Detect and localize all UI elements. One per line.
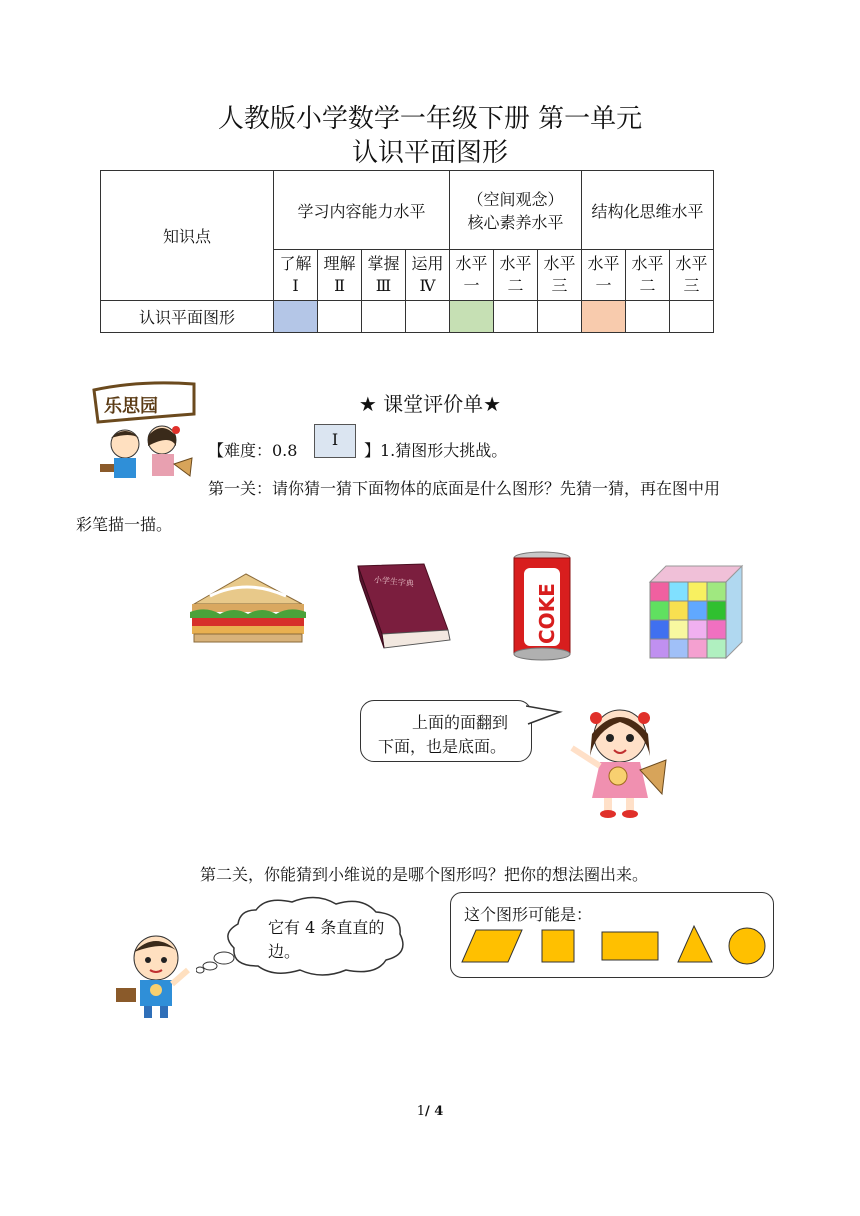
level2-text: 第二关，你能猜到小维说的是哪个图形吗？把你的想法圈出来。 (200, 865, 649, 884)
triangle-shape[interactable] (678, 926, 712, 962)
cloud-line1: 它有 4 条直直的 (268, 918, 385, 937)
group-core-line2: 核心素养水平 (467, 213, 564, 232)
group-core-line1: （空间观念） (467, 190, 564, 209)
cell-empty (318, 301, 362, 333)
boy-illustration (110, 930, 202, 1022)
square-shape[interactable] (542, 930, 574, 962)
cell-empty (538, 301, 582, 333)
book-title-text: 小学生字典 (373, 575, 415, 589)
row-label: 认识平面图形 (101, 301, 274, 333)
sub-header: 水平 二 (494, 250, 538, 301)
cell-empty (362, 301, 406, 333)
page-total: / 4 (424, 1104, 444, 1119)
group-ability: 学习内容能力水平 (274, 171, 450, 250)
sub-header: 水平 三 (538, 250, 582, 301)
speech1-line2: 下面，也是底面。 (378, 737, 507, 756)
cell-empty (670, 301, 714, 333)
logo-text: 乐思园 (104, 396, 158, 417)
sub-header: 了解 Ⅰ (274, 250, 318, 301)
sub-header: 运用 Ⅳ (406, 250, 450, 301)
parallelogram-shape[interactable] (462, 930, 522, 962)
sandwich-image (186, 568, 310, 650)
knowledge-table (100, 170, 714, 333)
group-core (450, 171, 582, 250)
section-title: ★ 课堂评价单★ (358, 392, 502, 416)
sub-header: 水平 二 (626, 250, 670, 301)
cell-core1 (450, 301, 494, 333)
speech1-line1: 上面的面翻到 (412, 713, 509, 732)
cloud-line2: 边。 (268, 942, 301, 961)
sub-header: 水平 一 (582, 250, 626, 301)
sub-header: 掌握 Ⅲ (362, 250, 406, 301)
title-line2: 认识平面图形 (351, 138, 508, 168)
difficulty-prefix: 【难度：0.8 (208, 441, 298, 460)
page-current: 1 (416, 1104, 425, 1119)
rubiks-cube-image (646, 562, 746, 662)
speech-bubble-tail (526, 700, 566, 740)
level1-text-continued: 彩笔描一描。 (76, 515, 173, 534)
book-image (352, 560, 456, 654)
sub-header: 水平 一 (450, 250, 494, 301)
knowledge-header: 知识点 (101, 171, 274, 301)
can-label: COKE (535, 583, 559, 644)
sub-header: 理解 Ⅱ (318, 250, 362, 301)
title-line1: 人教版小学数学一年级下册 第一单元 (217, 104, 643, 134)
group-structure: 结构化思维水平 (582, 171, 714, 250)
shapes-row (460, 924, 770, 968)
cell-struct1 (582, 301, 626, 333)
cell-level1 (274, 301, 318, 333)
difficulty-suffix: 】1.猜图形大挑战。 (364, 441, 508, 460)
rectangle-shape[interactable] (602, 932, 658, 960)
circle-shape[interactable] (729, 928, 765, 964)
sub-header: 水平 三 (670, 250, 714, 301)
page-number (0, 1104, 860, 1119)
difficulty-level-box: Ⅰ (314, 424, 356, 458)
shapes-caption: 这个图形可能是： (464, 905, 593, 924)
coke-can-image (510, 550, 574, 664)
cell-empty (494, 301, 538, 333)
level1-text: 第一关：请你猜一猜下面物体的底面是什么图形？先猜一猜，再在图中用 (208, 479, 721, 498)
girl-illustration (566, 700, 676, 820)
cell-empty (406, 301, 450, 333)
cell-empty (626, 301, 670, 333)
